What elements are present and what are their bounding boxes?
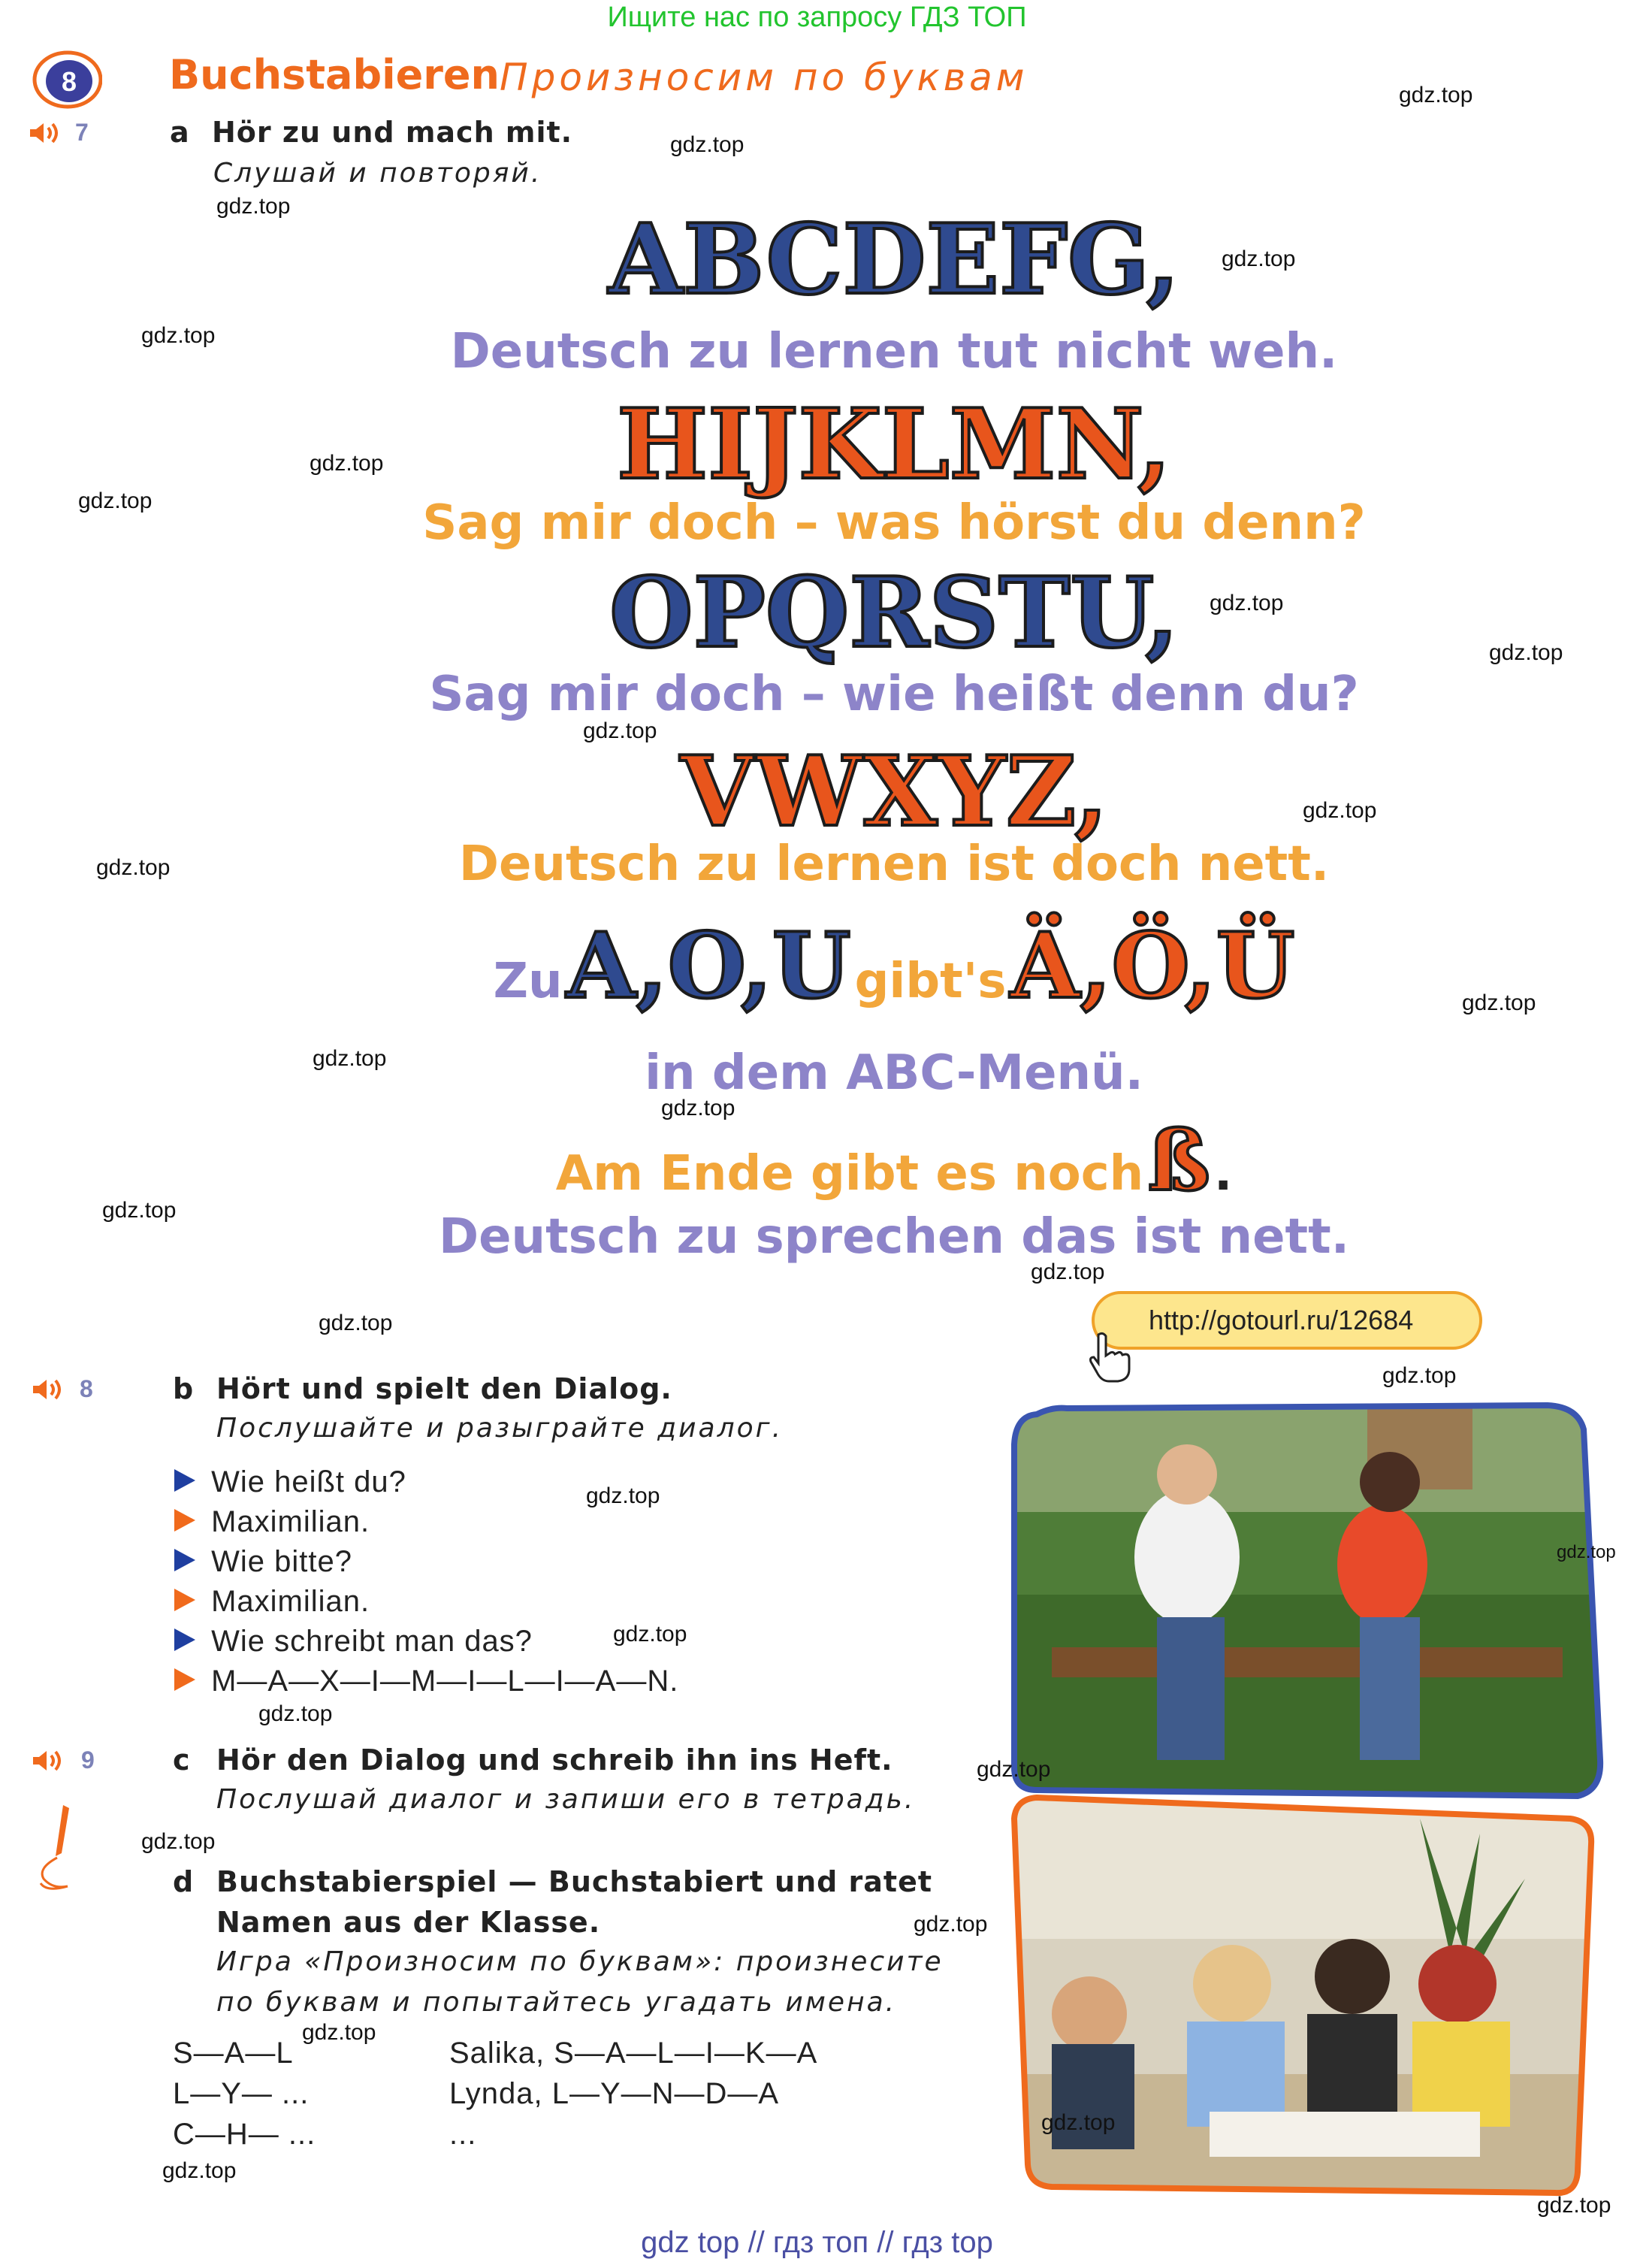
pen-icon: [30, 1801, 83, 1898]
exercise-instruction-de: Hör den Dialog und schreib ihn ins Heft.: [216, 1743, 893, 1777]
exercise-instruction-de: Namen aus der Klasse.: [216, 1906, 601, 1939]
watermark: gdz.top: [661, 1096, 735, 1120]
dialog-line: [174, 1625, 678, 1665]
dialog-text: Wie bitte?: [211, 1545, 352, 1578]
section-number: 8: [61, 66, 77, 97]
watermark: gdz.top: [78, 488, 153, 513]
song-letters-line: OPQRSTU,: [609, 557, 1179, 670]
song-lyric-line: Deutsch zu sprechen das ist nett.: [438, 1209, 1350, 1265]
watermark: gdz.top: [1303, 798, 1377, 823]
spelling-answer: Salika, S—A—L—I—K—A: [449, 2037, 818, 2070]
dialog-text: Maximilian.: [211, 1585, 370, 1618]
arrow-bullet-blue-icon: [174, 1549, 195, 1571]
spelling-answer: ...: [449, 2118, 477, 2151]
watermark: gdz.top: [319, 1311, 393, 1335]
watermark: gdz.top: [162, 2158, 237, 2183]
dialog-line: [174, 1585, 678, 1625]
pointer-hand-icon: [1088, 1330, 1133, 1384]
speaker-icon[interactable]: [30, 1377, 68, 1402]
section-title-ru: Произносим по буквам: [500, 56, 1028, 99]
song-letters-line: VWXYZ,: [680, 736, 1108, 848]
dialog-line: [174, 1505, 678, 1545]
footer-links[interactable]: gdz top // гдз топ // гдз top: [641, 2226, 993, 2259]
song-letters: Ä,Ö,Ü: [1010, 913, 1295, 1019]
watermark: gdz.top: [670, 132, 745, 157]
arrow-bullet-orange-icon: [174, 1589, 195, 1611]
song-lyric-line: in dem ABC-Menü.: [645, 1045, 1143, 1101]
song-lyric-line: Deutsch zu lernen tut nicht weh.: [450, 324, 1338, 380]
exercise-instruction-ru: Послушай диалог и запиши его в тетрадь.: [216, 1784, 916, 1815]
dialog-line: [174, 1545, 678, 1585]
exercise-instruction-ru: Послушайте и разыграйте диалог.: [216, 1413, 784, 1444]
exercise-letter: d: [173, 1865, 194, 1898]
watermark: gdz.top: [310, 451, 384, 476]
watermark: gdz.top: [1399, 83, 1473, 107]
url-link[interactable]: [1092, 1291, 1482, 1350]
song-vowels-line: [323, 913, 1465, 1019]
exercise-letter: c: [173, 1743, 190, 1777]
track-number: 7: [75, 119, 89, 146]
watermark: gdz.top: [914, 1912, 988, 1937]
exercise-instruction-ru: Игра «Произносим по буквам»: произнесите: [216, 1946, 944, 1977]
arrow-bullet-orange-icon: [174, 1668, 195, 1691]
watermark: gdz.top: [102, 1198, 177, 1223]
song-letters: ß: [1147, 1112, 1210, 1209]
section-badge: [30, 50, 102, 110]
watermark: gdz.top: [1382, 1363, 1457, 1388]
watermark: gdz.top: [141, 1829, 216, 1854]
watermark: gdz.top: [141, 323, 216, 348]
watermark: gdz.top: [216, 194, 291, 219]
exercise-instruction-de: Hört und spielt den Dialog.: [216, 1372, 672, 1405]
exercise-instruction-ru: по буквам и попытайтесь угадать имена.: [216, 1987, 897, 2018]
exercise-letter: a: [170, 116, 189, 149]
watermark: gdz.top: [313, 1046, 387, 1071]
song-letters-line: ABCDEFG,: [608, 204, 1180, 316]
song-lyric-line: Sag mir doch – wie heißt denn du?: [429, 667, 1359, 722]
watermark: gdz.top: [1222, 246, 1296, 271]
watermark: gdz.top: [96, 855, 171, 880]
song-lyric-line: Sag mir doch – was hörst du denn?: [422, 495, 1366, 551]
exercise-letter: b: [173, 1372, 194, 1405]
spelling-example: L—Y— ...: [173, 2077, 310, 2110]
watermark: gdz.top: [1031, 1259, 1105, 1284]
watermark: gdz.top: [583, 718, 657, 743]
dialog-text: Wie schreibt man das?: [211, 1625, 533, 1658]
track-number: 9: [81, 1746, 95, 1774]
song-letters: A,O,U: [566, 913, 851, 1019]
section-title-de: Buchstabieren: [169, 51, 500, 98]
watermark: gdz.top: [1489, 640, 1563, 665]
spelling-answer: Lynda, L—Y—N—D—A: [449, 2077, 780, 2110]
song-word: .: [1213, 1146, 1233, 1202]
dialog-line: [174, 1665, 678, 1704]
song-word: gibt's: [854, 954, 1007, 1009]
song-word: Am Ende gibt es noch: [555, 1146, 1144, 1202]
song-eszett-line: [323, 1112, 1465, 1209]
exercise-instruction-ru: Слушай и повторяй.: [213, 158, 542, 189]
arrow-bullet-orange-icon: [174, 1509, 195, 1532]
watermark: gdz.top: [1537, 2193, 1611, 2218]
watermark: gdz.top: [1462, 990, 1536, 1015]
dialog-text: Maximilian.: [211, 1505, 370, 1538]
track-number: 8: [80, 1375, 93, 1402]
dialog-text: M—A—X—I—M—I—L—I—A—N.: [211, 1665, 679, 1698]
exercise-instruction-de: Buchstabierspiel — Buchstabiert und ratet: [216, 1865, 933, 1898]
photo-teens-phones: [1007, 1399, 1608, 1813]
speaker-icon[interactable]: [30, 1748, 68, 1774]
song-word: Zu: [493, 954, 563, 1009]
song-lyric-line: Deutsch zu lernen ist doch nett.: [458, 836, 1330, 892]
speaker-icon[interactable]: [27, 120, 65, 146]
arrow-bullet-blue-icon: [174, 1628, 195, 1651]
watermark: gdz.top: [1041, 2110, 1116, 2135]
spelling-example: C—H— ...: [173, 2118, 316, 2151]
exercise-instruction-de: Hör zu und mach mit.: [212, 116, 573, 149]
arrow-bullet-blue-icon: [174, 1469, 195, 1492]
watermark: gdz.top: [613, 1622, 687, 1647]
spelling-example: S—A—L: [173, 2037, 294, 2070]
watermark: gdz.top: [586, 1483, 660, 1508]
top-banner[interactable]: Ищите нас по запросу ГДЗ ТОП: [607, 2, 1027, 33]
watermark: gdz.top: [258, 1701, 333, 1726]
photo-students-table: [999, 1789, 1600, 2209]
url-text[interactable]: http://gotourl.ru/12684: [1149, 1305, 1414, 1335]
watermark: gdz.top: [1210, 591, 1284, 615]
watermark: gdz.top: [977, 1757, 1051, 1782]
song-letters-line: HIJKLMN,: [617, 389, 1171, 501]
dialog-text: Wie heißt du?: [211, 1465, 406, 1498]
watermark: gdz.top: [302, 2020, 376, 2045]
watermark: gdz.top: [1557, 1542, 1616, 1562]
